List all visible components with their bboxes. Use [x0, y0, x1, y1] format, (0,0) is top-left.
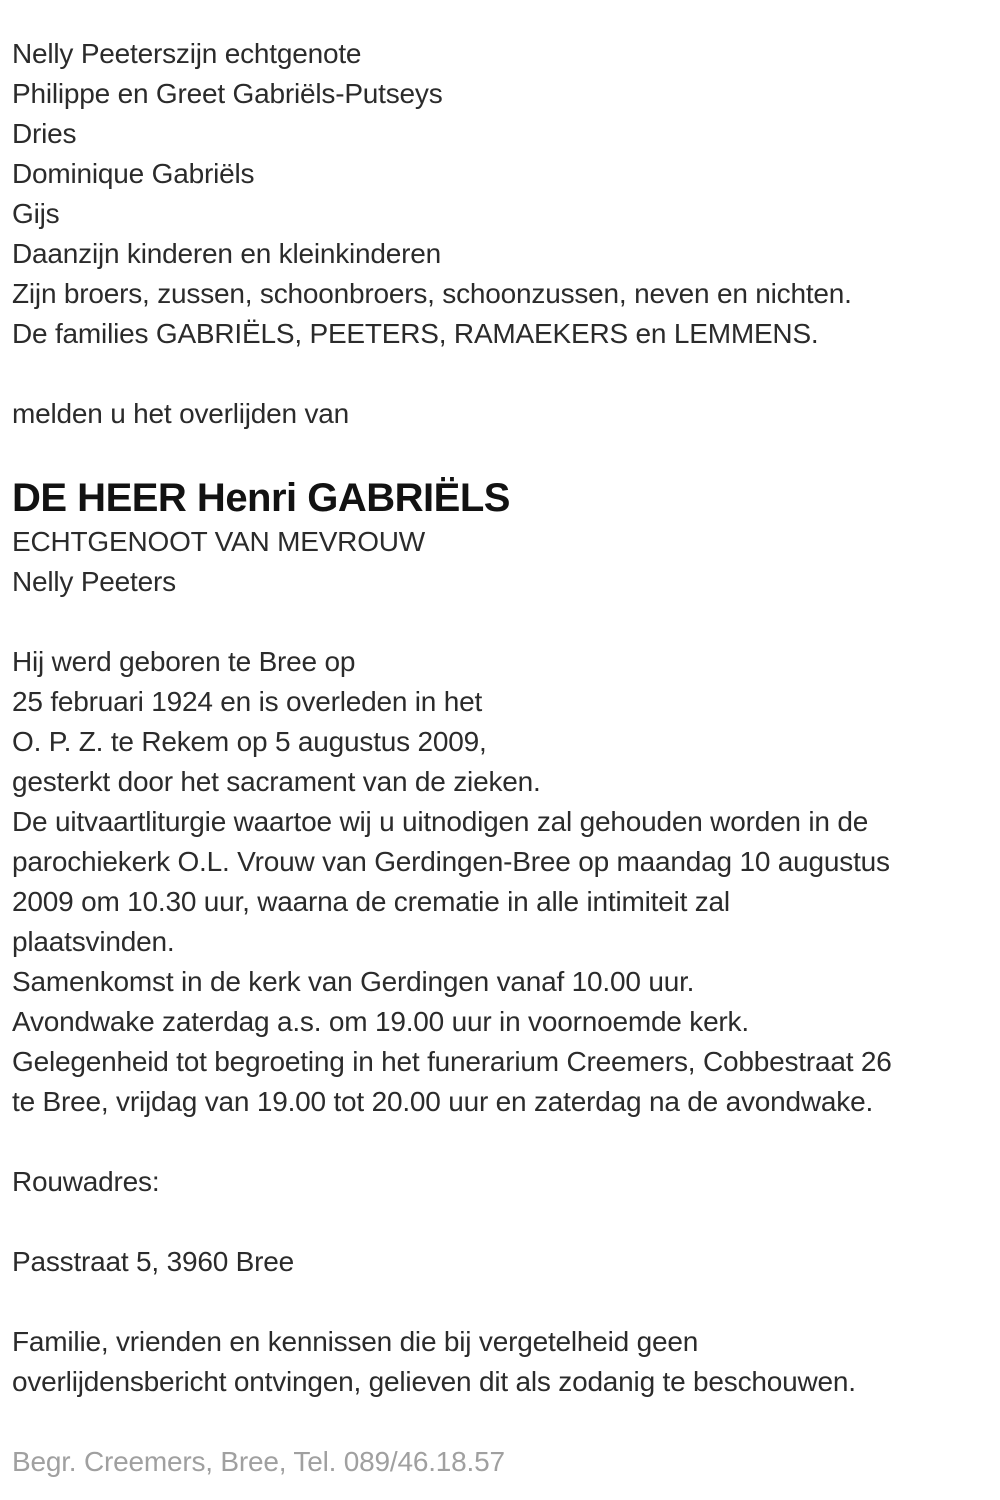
details-line: gesterkt door het sacrament van de zieken. — [12, 766, 541, 797]
details-line: Gelegenheid tot begroeting in het funerarium Creemers, Cobbestraat 26 — [12, 1046, 892, 1077]
relatives-line: Philippe en Greet Gabriëls-Putseys — [12, 78, 443, 109]
mourning-address-value: Passtraat 5, 3960 Bree — [12, 1246, 294, 1277]
details-line: Samenkomst in de kerk van Gerdingen vanaf 10.00 uur. — [12, 966, 695, 997]
deceased-relation-line: ECHTGENOOT VAN MEVROUW — [12, 526, 426, 557]
relatives-line: Dominique Gabriëls — [12, 158, 255, 189]
notice-line: overlijdensbericht ontvingen, gelieven dit als zodanig te beschouwen. — [12, 1366, 856, 1397]
deceased-spouse-line: Nelly Peeters — [12, 566, 176, 597]
relatives-line: Daanzijn kinderen en kleinkinderen — [12, 238, 442, 269]
details-line: Hij werd geboren te Bree op — [12, 646, 356, 677]
relatives-line: Zijn broers, zussen, schoonbroers, schoonzussen, neven en nichten. — [12, 278, 852, 309]
announcement-line: melden u het overlijden van — [12, 398, 350, 429]
details-line: O. P. Z. te Rekem op 5 augustus 2009, — [12, 726, 487, 757]
spacer — [12, 1402, 990, 1442]
relatives-line: Nelly Peeterszijn echtgenote — [12, 38, 362, 69]
deceased-name-heading: DE HEER Henri GABRIËLS — [12, 476, 510, 520]
spacer — [12, 602, 990, 642]
spacer — [12, 1282, 990, 1322]
funeral-home-footer: Begr. Creemers, Bree, Tel. 089/46.18.57 — [12, 1446, 505, 1477]
spacer — [12, 354, 990, 394]
mourning-address-label: Rouwadres: — [12, 1166, 160, 1197]
relatives-line: De families GABRIËLS, PEETERS, RAMAEKERS en LEMMENS. — [12, 318, 819, 349]
details-line: te Bree, vrijdag van 19.00 tot 20.00 uur en zaterdag na de avondwake. — [12, 1086, 874, 1117]
details-line: 2009 om 10.30 uur, waarna de crematie in alle intimiteit zal — [12, 886, 730, 917]
spacer — [12, 1122, 990, 1162]
notice-line: Familie, vrienden en kennissen die bij vergetelheid geen — [12, 1326, 699, 1357]
details-line: Avondwake zaterdag a.s. om 19.00 uur in voornoemde kerk. — [12, 1006, 749, 1037]
details-line: parochiekerk O.L. Vrouw van Gerdingen-Bree op maandag 10 augustus — [12, 846, 890, 877]
spacer — [12, 434, 990, 474]
relatives-line: Dries — [12, 118, 77, 149]
relatives-line: Gijs — [12, 198, 60, 229]
details-line: 25 februari 1924 en is overleden in het — [12, 686, 483, 717]
details-line: De uitvaartliturgie waartoe wij u uitnodigen zal gehouden worden in de — [12, 806, 869, 837]
details-line: plaatsvinden. — [12, 926, 175, 957]
spacer — [12, 1202, 990, 1242]
